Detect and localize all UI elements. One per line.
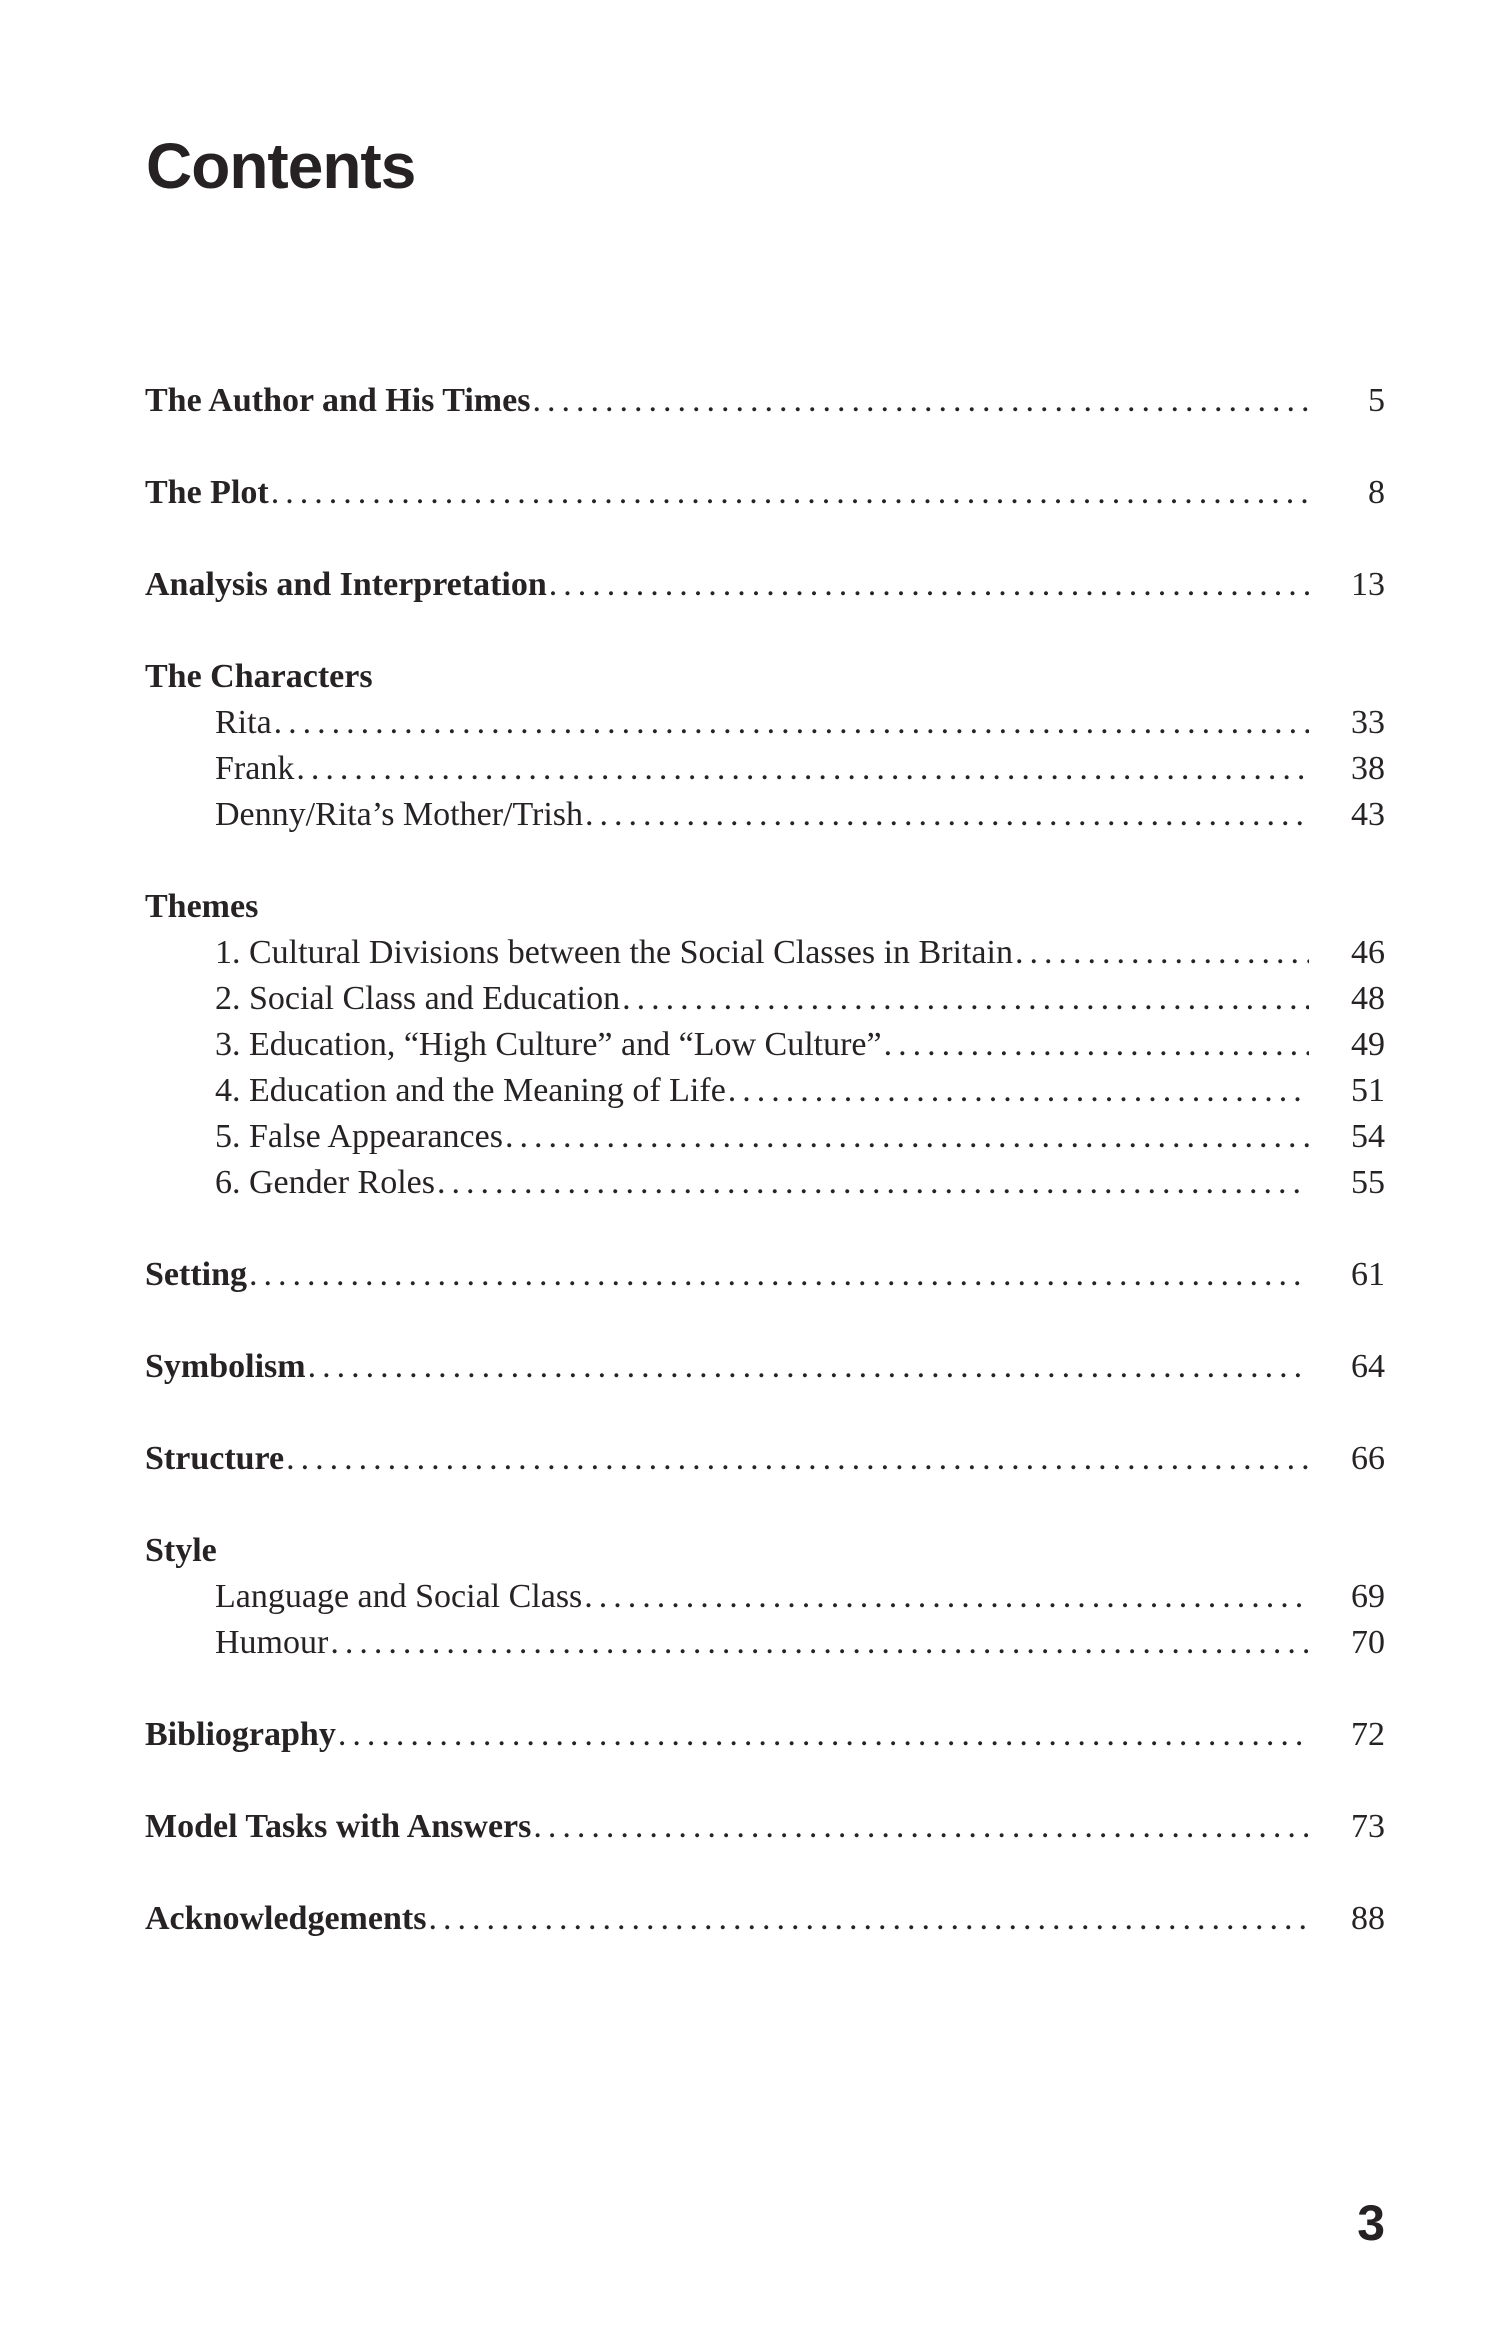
dot-leader xyxy=(428,1896,1309,1942)
toc-entry xyxy=(145,1344,1385,1390)
dot-leader xyxy=(533,1804,1309,1850)
toc-entry-page: 8 xyxy=(1368,474,1385,511)
toc-entry-page: 73 xyxy=(1351,1808,1385,1845)
toc-entry-label: Language and Social Class xyxy=(215,1578,583,1615)
dot-leader xyxy=(271,470,1309,516)
toc-entry xyxy=(145,1436,1385,1482)
toc-entry-label: The Plot xyxy=(145,474,269,511)
toc-entry-page: 64 xyxy=(1351,1348,1385,1385)
toc-block xyxy=(145,1344,1385,1390)
toc-entry-page: 46 xyxy=(1351,934,1385,971)
dot-leader xyxy=(505,1114,1309,1160)
toc-entry-page: 70 xyxy=(1351,1624,1385,1661)
toc-entry-label: 6. Gender Roles xyxy=(215,1164,436,1201)
toc-entry-page: 13 xyxy=(1351,566,1385,603)
toc-subentry xyxy=(145,1160,1385,1206)
toc-entry-page: 51 xyxy=(1351,1072,1385,1109)
dot-leader xyxy=(308,1344,1309,1390)
toc-entry-page: 5 xyxy=(1368,382,1385,419)
toc-entry xyxy=(145,562,1385,608)
toc-subentry xyxy=(145,976,1385,1022)
toc-entry xyxy=(145,378,1385,424)
toc-subentry xyxy=(145,1620,1385,1666)
dot-leader xyxy=(330,1620,1309,1666)
toc-entry-label: 1. Cultural Divisions between the Social Classes in Britain xyxy=(215,934,1013,971)
toc-entry-page: 55 xyxy=(1351,1164,1385,1201)
toc-entry xyxy=(145,470,1385,516)
dot-leader xyxy=(286,1436,1309,1482)
toc-entry-label: The Characters xyxy=(145,658,373,695)
toc-entry-page: 48 xyxy=(1351,980,1385,1017)
toc-entry xyxy=(145,1252,1385,1298)
toc-block xyxy=(145,562,1385,608)
toc-subentry xyxy=(145,930,1385,976)
toc-entry-label: Style xyxy=(145,1532,217,1569)
toc-subentry xyxy=(145,792,1385,838)
toc-entry-label: Model Tasks with Answers xyxy=(145,1808,532,1845)
table-of-contents xyxy=(145,378,1385,1942)
toc-subentry xyxy=(145,1068,1385,1114)
toc-entry-label: Setting xyxy=(145,1256,247,1293)
toc-entry-label: 2. Social Class and Education xyxy=(215,980,621,1017)
page-title: Contents xyxy=(146,130,416,202)
toc-subentry xyxy=(145,700,1385,746)
dot-leader xyxy=(585,792,1309,838)
toc-entry-label: Rita xyxy=(215,704,272,741)
toc-block xyxy=(145,884,1385,1206)
toc-entry-label: 4. Education and the Meaning of Life xyxy=(215,1072,726,1109)
dot-leader xyxy=(338,1712,1309,1758)
toc-block xyxy=(145,1436,1385,1482)
toc-block xyxy=(145,1712,1385,1758)
dot-leader xyxy=(728,1068,1309,1114)
toc-entry-label: Bibliography xyxy=(145,1716,336,1753)
dot-leader xyxy=(249,1252,1309,1298)
toc-block xyxy=(145,470,1385,516)
toc-subentry xyxy=(145,1574,1385,1620)
dot-leader xyxy=(622,976,1309,1022)
dot-leader xyxy=(532,378,1309,424)
toc-entry-label: 3. Education, “High Culture” and “Low Culture” xyxy=(215,1026,882,1063)
toc-subentry xyxy=(145,746,1385,792)
toc-block xyxy=(145,378,1385,424)
toc-entry-page: 43 xyxy=(1351,796,1385,833)
dot-leader xyxy=(437,1160,1309,1206)
dot-leader xyxy=(296,746,1309,792)
toc-entry-label: Themes xyxy=(145,888,259,925)
toc-entry-page: 66 xyxy=(1351,1440,1385,1477)
toc-entry xyxy=(145,1528,1385,1574)
toc-entry xyxy=(145,1712,1385,1758)
dot-leader xyxy=(274,700,1309,746)
toc-entry-page: 69 xyxy=(1351,1578,1385,1615)
toc-entry xyxy=(145,1896,1385,1942)
toc-entry-label: Humour xyxy=(215,1624,329,1661)
toc-block xyxy=(145,1252,1385,1298)
dot-leader xyxy=(1015,930,1309,976)
dot-leader xyxy=(549,562,1309,608)
toc-entry-label: Frank xyxy=(215,750,295,787)
toc-entry-label: Symbolism xyxy=(145,1348,306,1385)
toc-entry-page: 61 xyxy=(1351,1256,1385,1293)
toc-block xyxy=(145,1896,1385,1942)
toc-entry-label: Structure xyxy=(145,1440,285,1477)
toc-entry-label: 5. False Appearances xyxy=(215,1118,503,1155)
toc-entry-page: 72 xyxy=(1351,1716,1385,1753)
toc-entry xyxy=(145,1804,1385,1850)
toc-entry-label: Analysis and Interpretation xyxy=(145,566,547,603)
toc-block xyxy=(145,1528,1385,1666)
toc-entry-label: Acknowledgements xyxy=(145,1900,427,1937)
toc-entry xyxy=(145,884,1385,930)
toc-entry-label: Denny/Rita’s Mother/Trish xyxy=(215,796,584,833)
toc-entry-page: 38 xyxy=(1351,750,1385,787)
toc-block xyxy=(145,1804,1385,1850)
toc-entry-page: 49 xyxy=(1351,1026,1385,1063)
toc-block xyxy=(145,654,1385,838)
toc-subentry xyxy=(145,1114,1385,1160)
toc-subentry xyxy=(145,1022,1385,1068)
dot-leader xyxy=(884,1022,1309,1068)
dot-leader xyxy=(584,1574,1309,1620)
toc-entry-page: 33 xyxy=(1351,704,1385,741)
toc-entry-label: The Author and His Times xyxy=(145,382,531,419)
page-number: 3 xyxy=(1357,2195,1385,2251)
toc-entry-page: 88 xyxy=(1351,1900,1385,1937)
toc-entry xyxy=(145,654,1385,700)
toc-entry-page: 54 xyxy=(1351,1118,1385,1155)
